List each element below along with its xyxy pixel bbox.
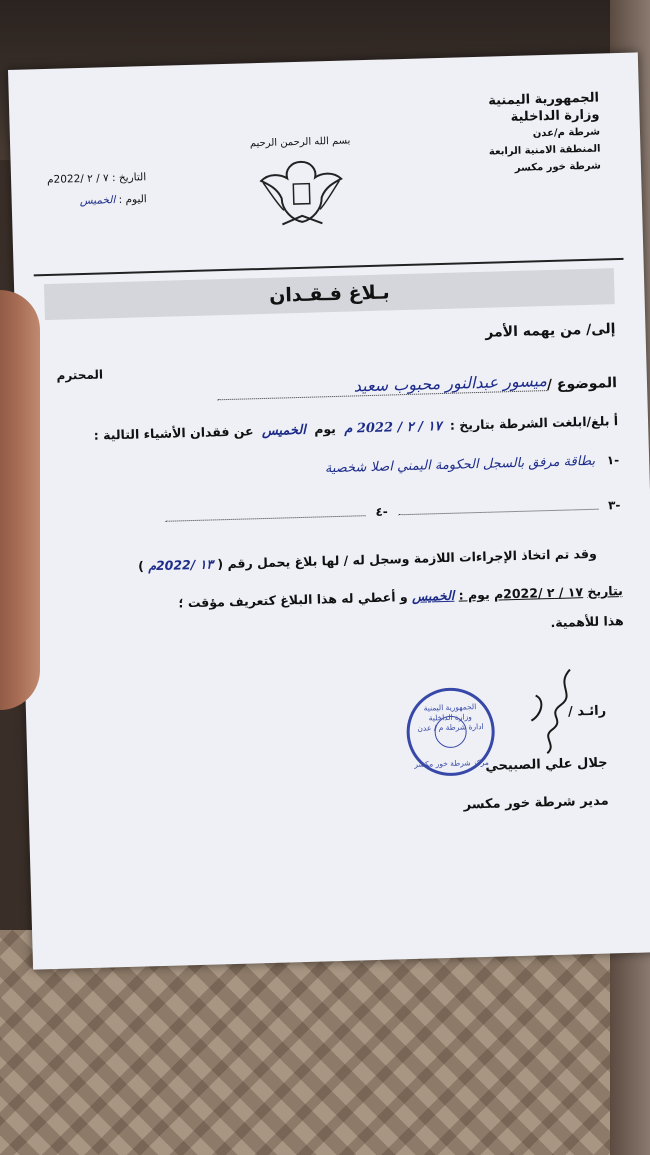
item1-text: بطاقة مرفق بالسجل الحكومة اليمني اصلا شخصية bbox=[324, 453, 596, 477]
item4-blank bbox=[165, 505, 365, 522]
document-title: بـلاغ فـقـدان bbox=[44, 268, 615, 320]
station-name: شرطة خور مكسر bbox=[514, 160, 602, 174]
issued-line bbox=[178, 583, 623, 610]
thumb bbox=[0, 290, 40, 710]
signatory-rank: رائـد / bbox=[567, 703, 607, 720]
report-day-prefix: يوم bbox=[313, 420, 337, 437]
letterhead bbox=[487, 90, 601, 178]
registration-number: ١٣ /2022م bbox=[147, 556, 214, 574]
issued-prefix: بتاريخ bbox=[587, 583, 623, 600]
subject-label: الموضوع / bbox=[546, 375, 618, 394]
date-label: التاريخ : ٧ / ٢ /2022م bbox=[46, 171, 147, 186]
procedures-text: وقد تم اتخاذ الإجراءات اللازمة وسجل له / لها بلاغ يحمل رقم ( bbox=[217, 545, 597, 572]
document-paper bbox=[8, 52, 650, 969]
issued-suffix: و أعطي له هذا البلاغ كتعريف مؤقت ؛ bbox=[178, 589, 408, 611]
addressee: إلى/ من يهمه الأمر bbox=[485, 321, 616, 341]
report-suffix: عن فقدان الأشياء التالية : bbox=[93, 423, 254, 443]
stamp-line-4: مركز شرطة خور مكسر bbox=[414, 757, 489, 769]
stamp-emblem-icon bbox=[434, 715, 467, 748]
stamp-line-1: الجمهورية اليمنية bbox=[423, 702, 477, 713]
item1-number: -١ bbox=[606, 453, 620, 468]
stamp-line-3: ادارة شرطة م / عدن bbox=[417, 721, 484, 733]
basmala: بسم الله الرحمن الرحيم bbox=[249, 135, 351, 150]
signatory-title: مدير شرطة خور مكسر bbox=[463, 793, 609, 813]
lost-items-3-4 bbox=[80, 498, 620, 527]
report-line bbox=[94, 413, 619, 444]
day-label: اليوم : bbox=[118, 193, 147, 206]
issued-day-prefix: يوم : bbox=[458, 586, 490, 603]
issued-date: ١٧ / ٢ /2022م bbox=[493, 584, 584, 602]
item4-number: -٤ bbox=[375, 504, 388, 519]
item3-blank bbox=[398, 499, 598, 516]
procedures-close: ) bbox=[137, 558, 145, 574]
lost-item-1 bbox=[59, 453, 619, 484]
eagle-emblem-icon bbox=[250, 152, 352, 235]
importance-note: هذا للأهمية. bbox=[550, 613, 624, 631]
stamp-line-2: وزارة الداخلية bbox=[428, 712, 472, 723]
day-value: الخميس bbox=[79, 194, 116, 208]
respect-label: المحترم bbox=[56, 367, 104, 383]
date-block bbox=[47, 166, 147, 213]
report-date: ١٧ / ٢ / 2022 م bbox=[344, 419, 442, 437]
procedures-line bbox=[138, 546, 597, 574]
signatory-name: جلال علي الصبيحي bbox=[485, 755, 608, 774]
republic-name: الجمهورية اليمنية bbox=[488, 90, 600, 109]
subject-value: ميسور عبدالنور محبوب سعيد bbox=[217, 371, 547, 400]
report-prefix: أ بلغ/ابلغت الشرطة بتاريخ : bbox=[449, 413, 619, 433]
security-zone: المنطقة الامنية الرابعة bbox=[488, 143, 601, 158]
ministry-name: وزارة الداخلية bbox=[510, 107, 600, 125]
item3-number: -٣ bbox=[607, 498, 621, 513]
report-day: الخميس bbox=[261, 422, 307, 440]
police-name: شرطة م/عدن bbox=[532, 126, 601, 140]
official-stamp bbox=[405, 687, 495, 777]
issued-day: الخميس bbox=[411, 587, 455, 604]
